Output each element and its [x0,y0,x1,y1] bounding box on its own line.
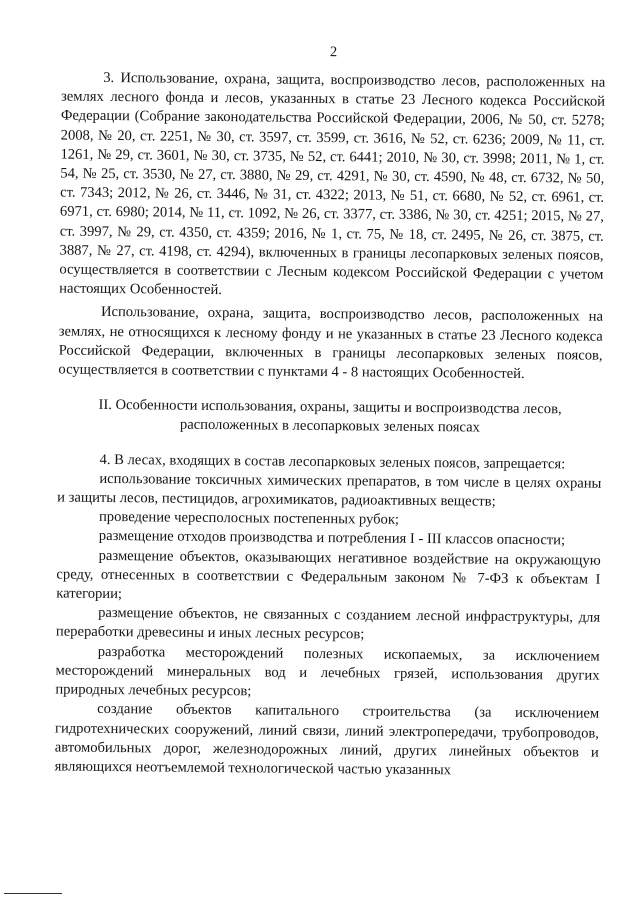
footnote-rule [4,893,62,894]
list-item-wood-processing: размещение объектов, не связанных с созданием лесной инфраструктуры, для переработки древесины и иных лесных ресурсов; [55,605,601,643]
list-item-capital-construction: создание объектов капитального строительства (за исключением гидротехнических сооружений, линий связи, линий электропередачи, трубопроводов, автомобильных дорог, железнодорожных линий, других линейных объектов и являющихся неотъемлемой технологической частью указанных [54,701,600,779]
page-number: 2 [329,44,338,61]
paragraph-3-continuation: Использование, охрана, защита, воспроизводство лесов, расположенных на землях, не относящихся к лесному фонду и не указанных в статье 23 Лесного кодекса Российской Федерации, включенных в границы лесопарковых зеленых поясов, осуществляется в соответствии с пунктами 4 - 8 настоящих Особенностей. [58,304,604,383]
list-item-negative-impact-objects: размещение объектов, оказывающих негативное воздействие на окружающую среду, отнесенных в соответствии с Федеральным законом № 7-ФЗ к объектам I категории; [56,547,601,603]
section-heading: II. Особенности использования, охраны, защиты и воспроизводства лесов, расположенных в лесопарковых зеленых поясах [98,397,562,437]
paragraph-4: 4. В лесах, входящих в состав лесопарковых зеленых поясов, запрещается: [99,451,566,473]
list-item-waste-disposal: размещение отходов производства и потребления I - III классов опасности; [98,528,566,549]
list-item-strip-cutting: проведение чересполосных постепенных рубок; [98,509,400,529]
list-item-toxic-chemicals: использование токсичных химических препаратов, в том числе в целях охраны и защиты лесов, пестицидов, агрохимикатов, радиоактивных веществ; [57,470,602,510]
list-item-mineral-deposits: разработка месторождений полезных ископаемых, за исключением месторождений минеральных вод и лечебных грязей, использования других природных лечебных ресурсов; [55,643,600,700]
paragraph-3: 3. Использование, охрана, защита, воспроизводство лесов, расположенных на землях лесного фонда и лесов, указанных в статье 23 Лесного кодекса Российской Федерации (Собрание законодательства Российской Федерации, 2006, № 50, ст. 5278; 2008, № 20, ст. 2251, № 30, ст. 3597, ст. 3599, ст. 3616, № 52, ст. 6236; 2009, № 11, ст. 1261, № 29, ст. 3601, № 30, ст. 3735, № 52, ст. 6441; 2010, № 30, ст. 3998; 2011, № 1, ст. 54, № 25, ст. 3530, № 27, ст. 3880, № 29, ст. 4291, № 30, ст. 4590, № 48, ст. 6732, № 50, ст. 7343; 2012, № 26, ст. 3446, № 31, ст. 4322; 2013, № 51, ст. 6680, № 52, ст. 6961, ст. 6971, ст. 6980; 2014, № 11, ст. 1092, № 26, ст. 3377, ст. 3386, № 30, ст. 4251; 2015, № 27, ст. 3997, № 29, ст. 4350, ст. 4359; 2016, № 1, ст. 75, № 18, ст. 2495, № 26, ст. 3875, ст. 3887, № 27, ст. 4198, ст. 4294), включенных в границы лесопарковых зеленых поясов, осуществляется в соответствии с Лесным кодексом Российской Федерации с учетом настоящих Особенностей. [59,69,606,299]
